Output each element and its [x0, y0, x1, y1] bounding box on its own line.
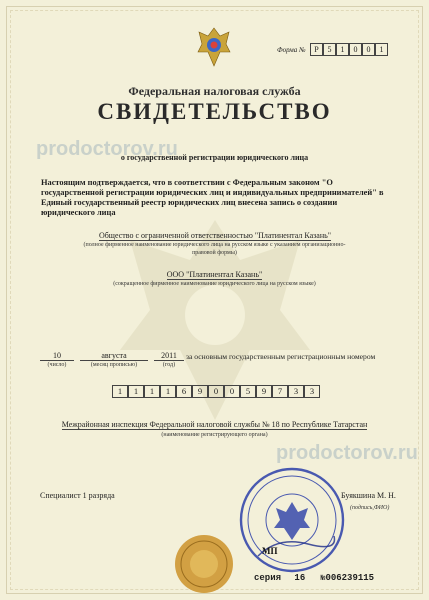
ogrn-digit: 1 — [144, 385, 160, 398]
form-number-boxes — [310, 43, 388, 56]
document-subtitle: о государственной регистрации юридического лица — [120, 153, 309, 162]
ogrn-digit: 1 — [128, 385, 144, 398]
authority-field — [0, 420, 429, 429]
full-name-value: Общество с ограниченной ответственностью "Платинентал Казань" — [98, 231, 332, 240]
date-year: 2011 — [154, 351, 184, 361]
signer-caption: (подпись,ФИО) — [350, 505, 390, 511]
authority-value: Межрайонная инспекция Федеральной налоговой службы № 18 по Республике Татарстан — [61, 420, 368, 429]
form-label: Форма № — [277, 46, 306, 54]
document-title: СВИДЕТЕЛЬСТВО — [97, 99, 332, 124]
statement-text: Настоящим подтверждается, что в соответствии с Федеральным законом "О государственной регистрации юридических лиц и индивидуальных предпринимателей" в Единый государственный реестр юридических лиц внесена запись о создании юридического лица — [41, 178, 384, 217]
form-digit: 1 — [375, 43, 388, 56]
ogrn-digit: 0 — [208, 385, 224, 398]
ogrn-digit: 1 — [112, 385, 128, 398]
ogrn-digit: 9 — [192, 385, 208, 398]
ogrn-digit: 6 — [176, 385, 192, 398]
signer-name: Буякшина М. Н. — [341, 491, 396, 500]
series-line — [254, 573, 374, 583]
ogrn-number-boxes — [112, 385, 320, 398]
short-name-value: ООО "Платинентал Казань" — [166, 270, 263, 279]
authority-caption: (наименование регистрирующего органа) — [161, 432, 268, 438]
certificate-number: 006239115 — [325, 573, 375, 583]
date-day: 10 — [40, 351, 74, 361]
registration-number-label: за основным государственным регистрационным номером — [186, 352, 376, 361]
date-year-caption: (год) — [162, 362, 176, 368]
ogrn-digit: 9 — [256, 385, 272, 398]
series-value: 16 — [294, 573, 306, 583]
ogrn-digit: 1 — [160, 385, 176, 398]
ogrn-digit: 3 — [304, 385, 320, 398]
stamp-abbreviation: МП — [262, 546, 278, 556]
series-label: серия — [254, 573, 282, 583]
short-name-field — [0, 270, 429, 279]
date-month-caption: (месяц прописью) — [90, 362, 138, 368]
short-name-caption: (сокращенное фирменное наименование юридического лица на русском языке) — [113, 281, 316, 287]
form-digit: 1 — [336, 43, 349, 56]
form-digit: 0 — [349, 43, 362, 56]
ogrn-digit: 0 — [224, 385, 240, 398]
signer-position: Специалист 1 разряда — [40, 491, 115, 500]
full-name-caption: (полное фирменное наименование юридического лица на русском языке с указанием организационно-правовой формы) — [83, 242, 346, 256]
ogrn-digit: 7 — [272, 385, 288, 398]
watermark-text: prodoctorov.ru — [36, 138, 178, 160]
date-day-caption: (число) — [47, 362, 67, 368]
ogrn-digit: 3 — [288, 385, 304, 398]
tax-service-emblem-icon — [196, 26, 232, 68]
agency-name: Федеральная налоговая служба — [128, 84, 301, 98]
gold-seal-icon — [174, 534, 234, 594]
number-label: № — [320, 574, 326, 583]
form-digit: 5 — [323, 43, 336, 56]
ogrn-digit: 5 — [240, 385, 256, 398]
watermark-text: prodoctorov.ru — [276, 442, 418, 464]
date-month: августа — [80, 351, 148, 361]
form-digit: 0 — [362, 43, 375, 56]
form-digit: Р — [310, 43, 323, 56]
official-stamp-icon — [238, 466, 346, 574]
full-name-field — [60, 231, 370, 240]
